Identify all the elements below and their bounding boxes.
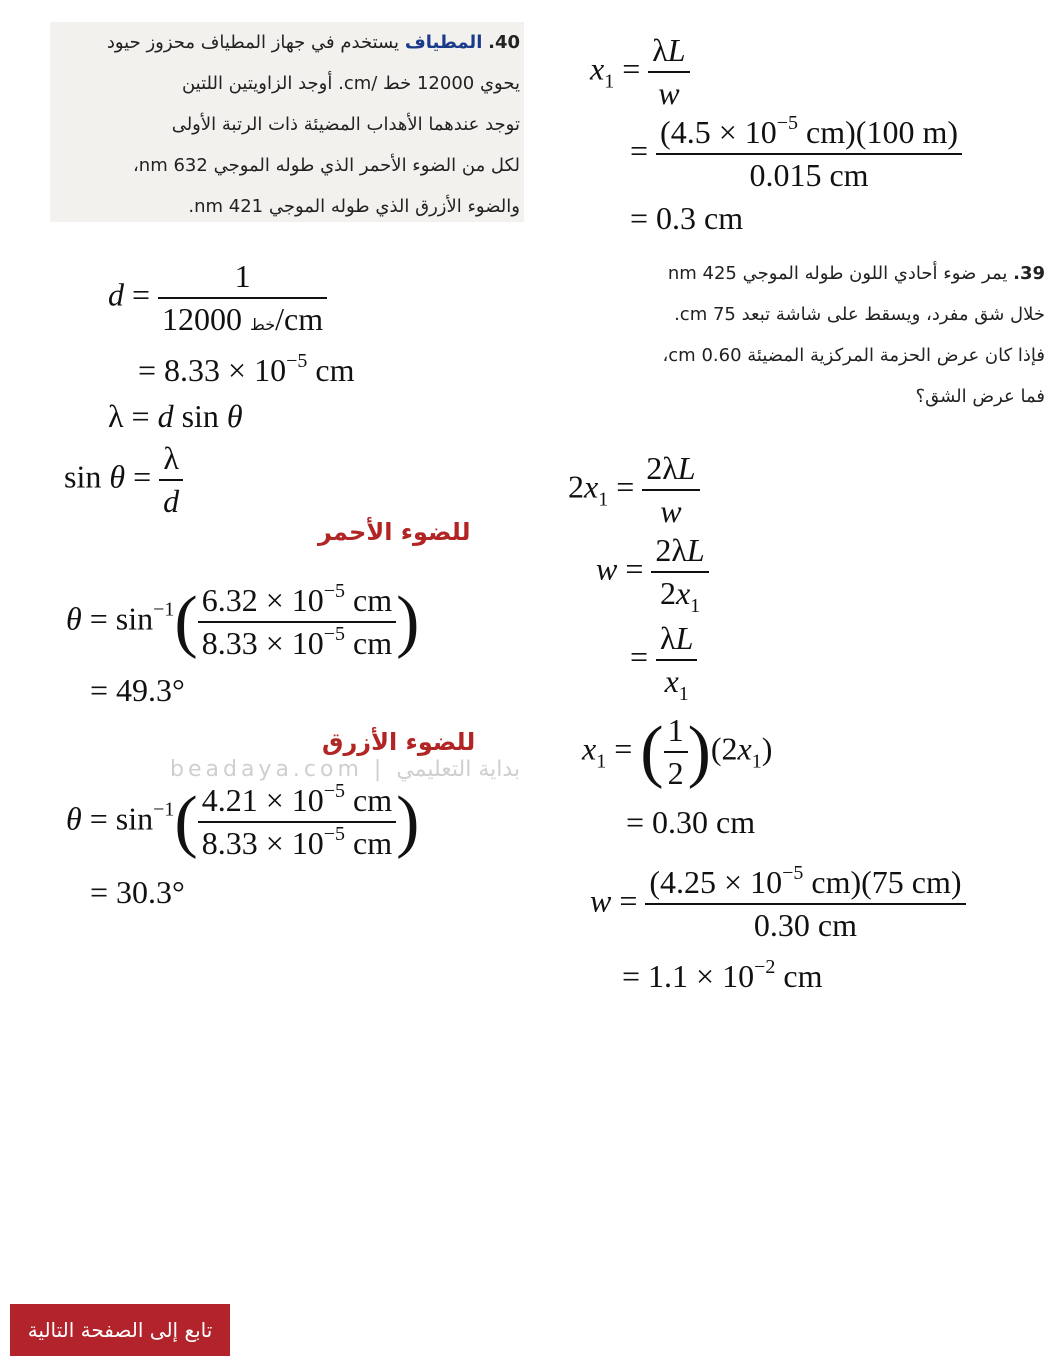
eq-lambda-d-sin: λ = d sin θ bbox=[108, 398, 243, 434]
eq-theta-red: $\theta = \sin^{-1}$( $\frac{6.32 \times 10^{-5} cm}{8.33 \times 10^{-5} cm}$ ) bbox=[66, 580, 420, 661]
eq-w-substitution: w = $\frac{(4.25 \times 10^{-5} cm)(75 cm)}{0.30 cm}$ bbox=[590, 864, 966, 944]
eq-d-result: = $8.33 \times 10^{-5}$ cm bbox=[138, 350, 355, 388]
heading-red-light: للضوء الأحمر bbox=[318, 518, 471, 546]
eq-x1-half: $x_1$ = ( $\frac{1}{2}$ )$(2x_1)$ bbox=[582, 712, 773, 791]
eq-x1-value: = 0.30 cm bbox=[626, 804, 756, 840]
watermark: beadaya.com | بداية التعليمي bbox=[170, 757, 521, 782]
eq-2x1: $2x_1$ = $\frac{2\lambda L}{w}$ bbox=[568, 450, 700, 530]
question-40 bbox=[50, 22, 524, 222]
eq-w-lambda-l-over-x1: = $\frac{\lambda L}{x_1}$ bbox=[630, 620, 697, 700]
question-39-line-3: فإذا كان عرض الحزمة المركزية المضيئة 0.60 cm، bbox=[662, 345, 1045, 366]
continue-next-page-button[interactable]: تابع إلى الصفحة التالية bbox=[10, 1304, 230, 1356]
question-39-line-2: خلال شق مفرد، ويسقط على شاشة تبعد 75 cm. bbox=[674, 304, 1045, 325]
question-39-line-4: فما عرض الشق؟ bbox=[915, 386, 1045, 407]
eq-w-result: = $1.1 \times 10^{-2}$ cm bbox=[622, 956, 823, 994]
eq-theta-blue-result: = 30.3° bbox=[90, 874, 185, 910]
question-39-line-1: 39. يمر ضوء أحادي اللون طوله الموجي 425 nm bbox=[667, 263, 1045, 284]
eq-x1-result: = 0.3 cm bbox=[630, 200, 744, 236]
question-40-line-2: يحوي 12000 خط /cm. أوجد الزاويتين اللتين bbox=[181, 73, 520, 94]
question-40-line-3: توجد عندهما الأهداب المضيئة ذات الرتبة الأولى bbox=[171, 114, 520, 135]
eq-w-2lambda-l: w = $\frac{2\lambda L}{2x_1}$ bbox=[596, 532, 709, 612]
eq-x1-substitution: = $\frac{(4.5 \times 10^{-5} cm)(100 m)}{0.015 cm}$ bbox=[630, 114, 962, 194]
question-40-line-4: لكل من الضوء الأحمر الذي طوله الموجي 632 nm، bbox=[132, 155, 520, 176]
eq-theta-blue: $\theta = \sin^{-1}$( $\frac{4.21 \times 10^{-5} cm}{8.33 \times 10^{-5} cm}$ ) bbox=[66, 780, 420, 861]
question-40-line-5: والضوء الأزرق الذي طوله الموجي 421 nm. bbox=[188, 196, 520, 217]
heading-blue-light: للضوء الأزرق bbox=[322, 728, 476, 756]
question-39 bbox=[575, 253, 1045, 423]
eq-sin-theta: sin θ = $\frac{\lambda}{d}$ bbox=[64, 440, 183, 520]
eq-theta-red-result: = 49.3° bbox=[90, 672, 185, 708]
eq-x1-lambda-l-over-w: $x_1$ = $\frac{\lambda L}{w}$ bbox=[590, 32, 690, 112]
question-40-line-1: 40. المطياف يستخدم في جهاز المطياف محزوز حيود bbox=[106, 32, 520, 53]
eq-d-definition: d = $\frac{1}{\text{12000 خط/cm}}$ bbox=[108, 258, 327, 338]
